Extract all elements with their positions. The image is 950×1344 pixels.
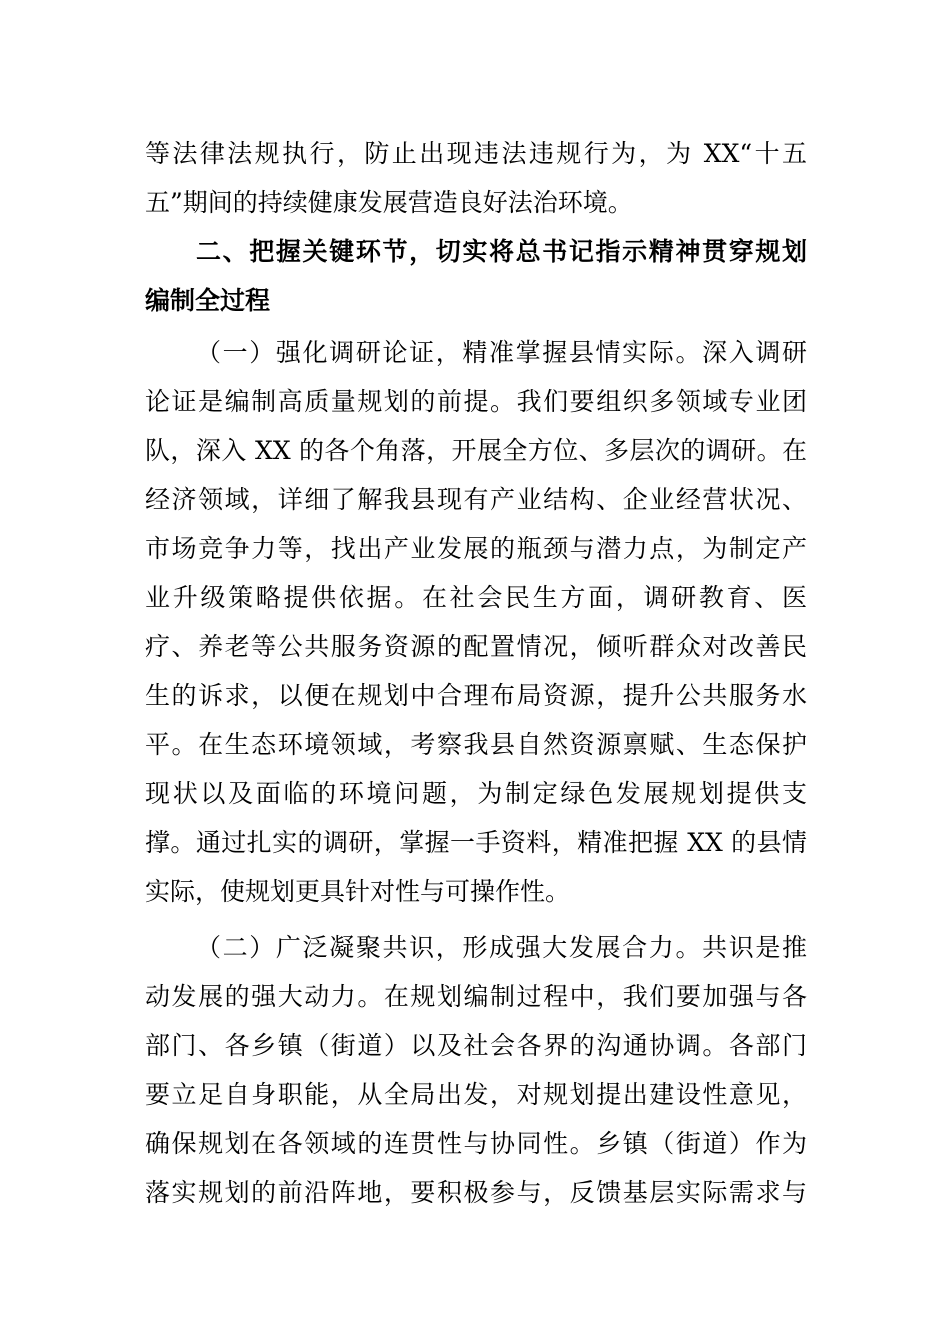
- paragraph1-line-2: 论证是编制高质量规划的前提。我们要组织多领域专业团: [145, 387, 807, 416]
- section-heading-line-1: 二、把握关键环节，切实将总书记指示精神贯穿规划: [196, 237, 807, 266]
- paragraph1-line-6: 业升级策略提供依据。在社会民生方面，调研教育、医: [145, 583, 807, 612]
- paragraph1-line-10: 现状以及面临的环境问题，为制定绿色发展规划提供支: [145, 779, 807, 808]
- paragraph2-line-5: 确保规划在各领域的连贯性与协同性。乡镇（街道）作为: [145, 1129, 807, 1158]
- paragraph1-line-5: 市场竞争力等，找出产业发展的瓶颈与潜力点，为制定产: [145, 534, 807, 563]
- paragraph1-line-11: 撑。通过扎实的调研，掌握一手资料，精准把握 XX 的县情: [145, 828, 807, 857]
- paragraph1-line-4: 经济领域，详细了解我县现有产业结构、企业经营状况、: [145, 485, 807, 514]
- paragraph1-line-9: 平。在生态环境领域，考察我县自然资源禀赋、生态保护: [145, 730, 807, 759]
- paragraph2-line-3: 部门、各乡镇（街道）以及社会各界的沟通协调。各部门: [145, 1031, 807, 1060]
- intro-line-2: 五”期间的持续健康发展营造良好法治环境。: [145, 188, 633, 217]
- section-heading-line-2: 编制全过程: [145, 286, 271, 315]
- paragraph2-line-6: 落实规划的前沿阵地，要积极参与，反馈基层实际需求与: [145, 1178, 807, 1207]
- paragraph1-line-1: （一）强化调研论证，精准掌握县情实际。深入调研: [196, 338, 807, 367]
- paragraph2-line-2: 动发展的强大动力。在规划编制过程中，我们要加强与各: [145, 982, 807, 1011]
- paragraph1-line-8: 生的诉求，以便在规划中合理布局资源，提升公共服务水: [145, 681, 807, 710]
- intro-line-1: 等法律法规执行，防止出现违法违规行为，为 XX“十五: [145, 139, 807, 168]
- paragraph1-line-3: 队，深入 XX 的各个角落，开展全方位、多层次的调研。在: [145, 436, 807, 465]
- paragraph2-line-4: 要立足自身职能，从全局出发，对规划提出建设性意见，: [145, 1080, 807, 1109]
- paragraph1-line-12: 实际，使规划更具针对性与可操作性。: [145, 877, 571, 906]
- paragraph1-line-7: 疗、养老等公共服务资源的配置情况，倾听群众对改善民: [145, 632, 807, 661]
- paragraph2-line-1: （二）广泛凝聚共识，形成强大发展合力。共识是推: [196, 933, 807, 962]
